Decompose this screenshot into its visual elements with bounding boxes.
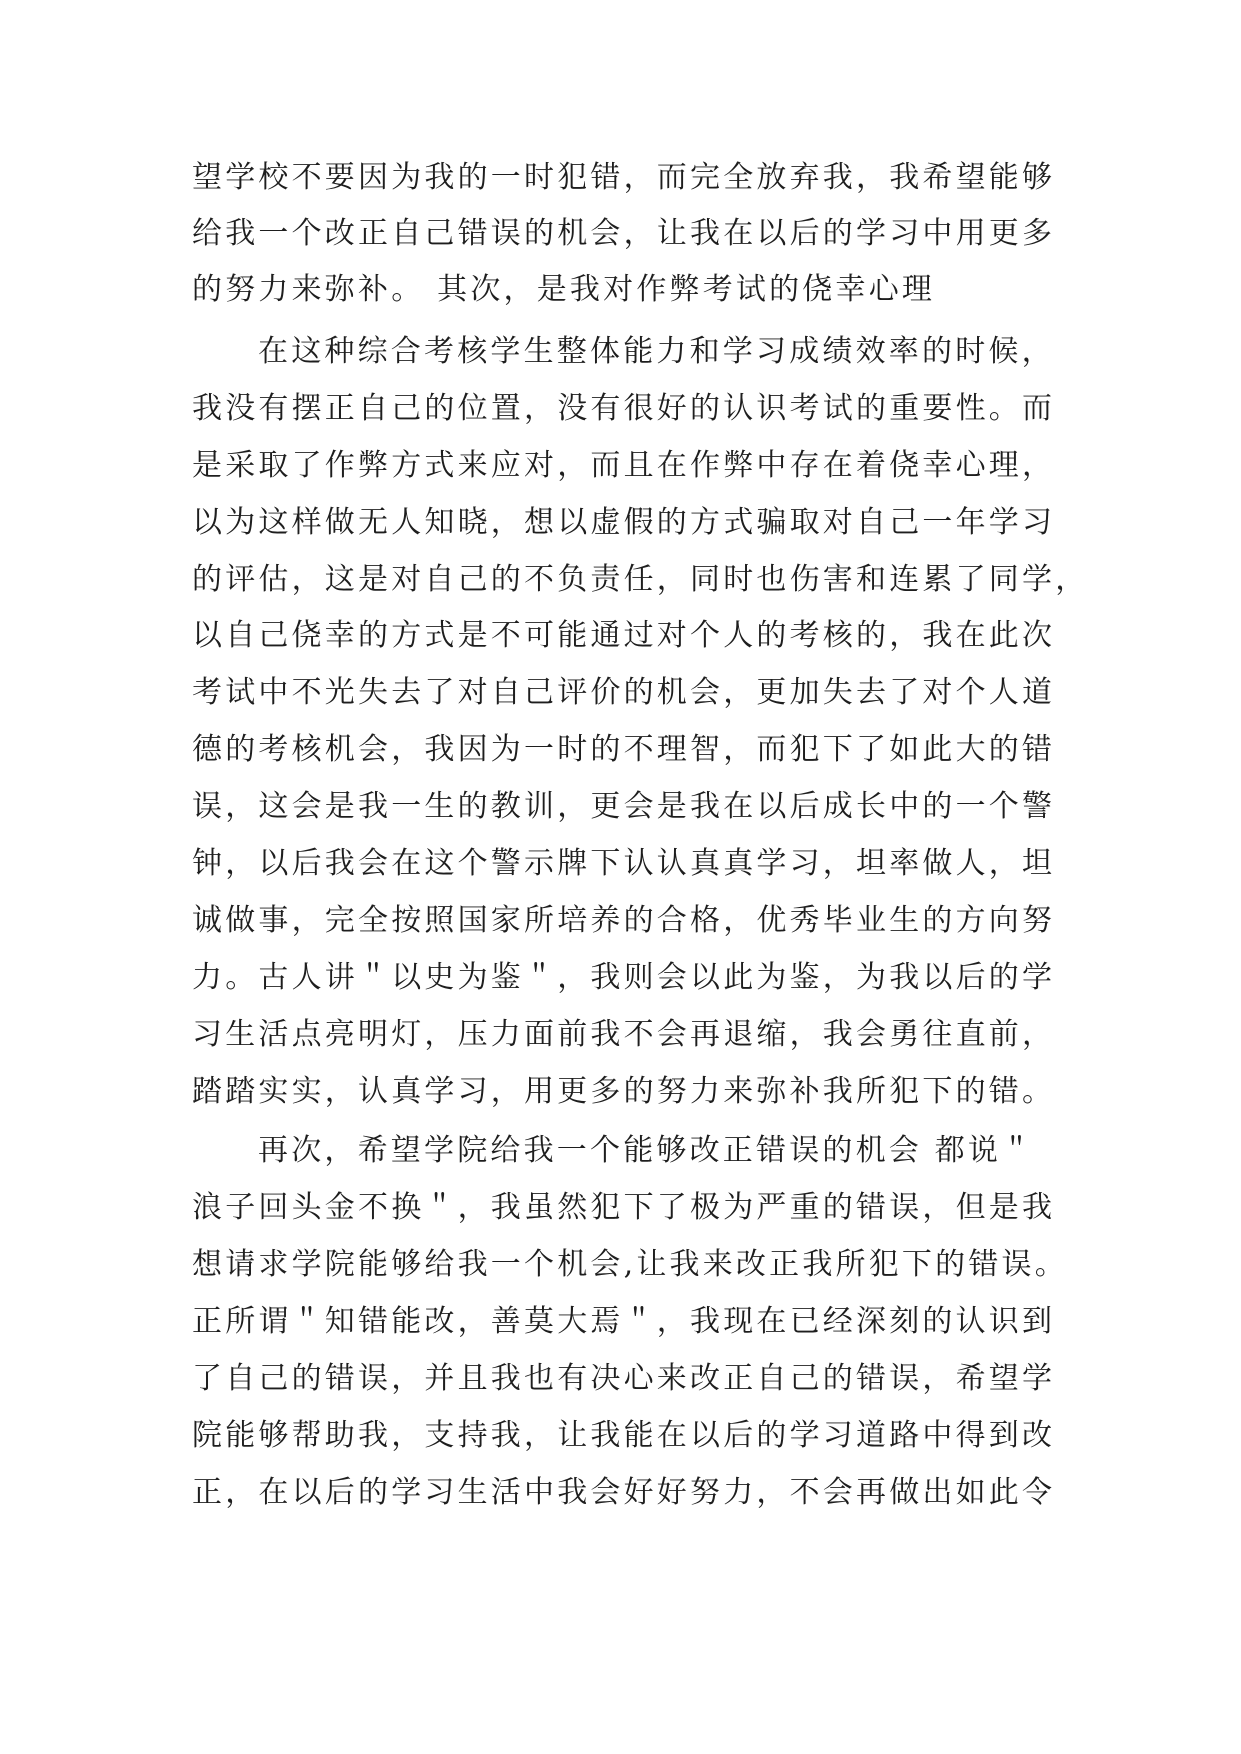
text-line: 以为这样做无人知晓，想以虚假的方式骗取对自己一年学习 xyxy=(192,505,1056,540)
text-line: 考试中不光失去了对自己评价的机会，更加失去了对个人道 xyxy=(192,675,1056,710)
text-line: 给我一个改正自己错误的机会，让我在以后的学习中用更多 xyxy=(192,216,1056,251)
paragraph-first-line: 再次，希望学院给我一个能够改正错误的机会 都说＂ xyxy=(258,1133,1035,1168)
text-line: 的努力来弥补。 其次，是我对作弊考试的侥幸心理 xyxy=(192,272,936,307)
text-line: 浪子回头金不换＂，我虽然犯下了极为严重的错误，但是我 xyxy=(192,1190,1056,1225)
text-line: 正所谓＂知错能改，善莫大焉＂，我现在已经深刻的认识到 xyxy=(192,1304,1056,1339)
text-line: 误，这会是我一生的教训，更会是我在以后成长中的一个警 xyxy=(192,789,1056,824)
text-line: 以自己侥幸的方式是不可能通过对个人的考核的，我在此次 xyxy=(192,618,1056,653)
text-line: 正，在以后的学习生活中我会好好努力，不会再做出如此令 xyxy=(192,1475,1056,1510)
text-line: 我没有摆正自己的位置，没有很好的认识考试的重要性。而 xyxy=(192,391,1056,426)
text-line: 钟，以后我会在这个警示牌下认认真真学习，坦率做人，坦 xyxy=(192,846,1056,881)
text-line: 院能够帮助我，支持我，让我能在以后的学习道路中得到改 xyxy=(192,1418,1056,1453)
text-line: 的评估，这是对自己的不负责任，同时也伤害和连累了同学， xyxy=(192,562,1089,597)
paragraph-first-line: 在这种综合考核学生整体能力和学习成绩效率的时候， xyxy=(258,334,1055,369)
text-line: 力。古人讲＂以史为鉴＂，我则会以此为鉴，为我以后的学 xyxy=(192,960,1056,995)
text-line: 了自己的错误，并且我也有决心来改正自己的错误，希望学 xyxy=(192,1361,1056,1396)
text-line: 习生活点亮明灯，压力面前我不会再退缩，我会勇往直前， xyxy=(192,1017,1056,1052)
text-line: 德的考核机会，我因为一时的不理智，而犯下了如此大的错 xyxy=(192,732,1056,767)
text-line: 想请求学院能够给我一个机会,让我来改正我所犯下的错误。 xyxy=(192,1247,1068,1282)
text-line: 踏踏实实，认真学习，用更多的努力来弥补我所犯下的错。 xyxy=(192,1074,1056,1109)
text-line: 望学校不要因为我的一时犯错，而完全放弃我，我希望能够 xyxy=(192,160,1056,195)
text-line: 是采取了作弊方式来应对，而且在作弊中存在着侥幸心理， xyxy=(192,448,1056,483)
text-line: 诚做事，完全按照国家所培养的合格，优秀毕业生的方向努 xyxy=(192,903,1056,938)
